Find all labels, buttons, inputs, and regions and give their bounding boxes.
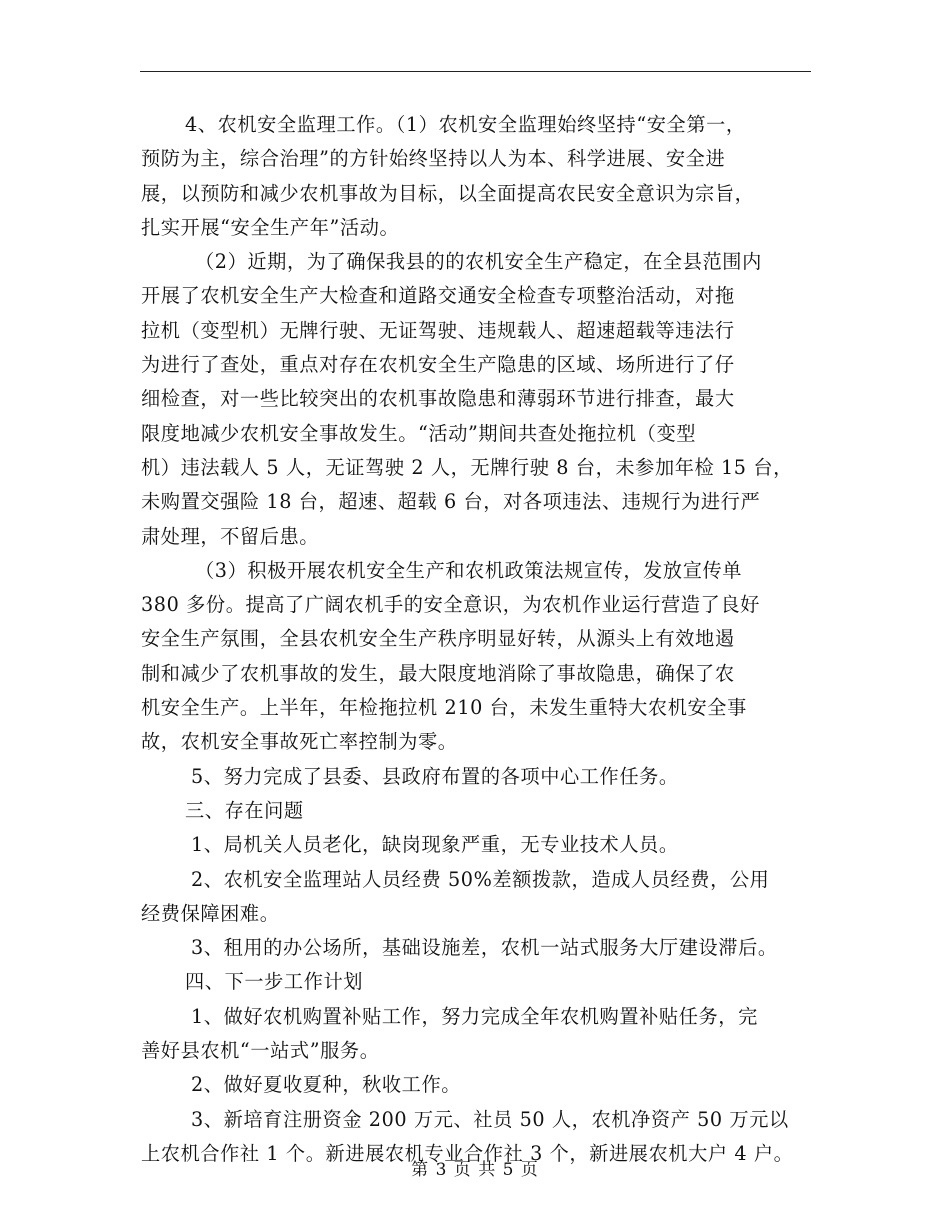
document-body [141,108,813,1171]
paragraph-line: （3）积极开展农机安全生产和农机政策法规宣传，发放宣传单 [195,558,743,582]
paragraph-line: 1、局机关人员老化，缺岗现象严重，无专业技术人员。 [191,833,679,857]
paragraph-line: 开展了农机安全生产大检查和道路交通安全检查专项整治活动，对拖 [141,284,735,308]
paragraph-line: 机安全生产。上半年，年检拖拉机 210 台，未发生重特大农机安全事 [141,696,747,720]
paragraph-line: 2、做好夏收夏种，秋收工作。 [191,1073,462,1097]
paragraph-line: 细检查，对一些比较突出的农机事故隐患和薄弱环节进行排查，最大 [141,387,735,411]
paragraph-line: 展，以预防和减少农机事故为目标，以全面提高农民安全意识为宗旨， [141,181,755,205]
paragraph-line: 未购置交强险 18 台，超速、超载 6 台，对各项违法、违规行为进行严 [141,490,761,514]
paragraph-line: 5、努力完成了县委、县政府布置的各项中心工作任务。 [191,764,679,788]
paragraph-line: （2）近期，为了确保我县的的农机安全生产稳定，在全县范围内 [195,250,762,274]
paragraph-line: 限度地减少农机安全事故发生。“活动”期间共查处拖拉机（变型 [141,421,697,445]
page-number: 第 3 页 共 5 页 [411,1160,539,1180]
paragraph-line: 1、做好农机购置补贴工作，努力完成全年农机购置补贴任务，完 [191,1004,758,1028]
paragraph-line: 扎实开展“安全生产年”活动。 [141,215,400,239]
paragraph-line: 安全生产氛围，全县农机安全生产秩序明显好转，从源头上有效地遏 [141,627,735,651]
paragraph-line: 故，农机安全事故死亡率控制为零。 [141,730,458,754]
paragraph-line: 拉机（变型机）无牌行驶、无证驾驶、违规载人、超速超载等违法行 [141,318,735,342]
paragraph-line: 上农机合作社 1 个。新进展农机专业合作社 3 个，新进展农机大户 4 户。 [141,1141,794,1165]
section-heading: 三、存在问题 [185,798,304,822]
paragraph-line: 380 多份。提高了广阔农机手的安全意识，为农机作业运行营造了良好 [141,593,760,617]
paragraph-line: 经费保障困难。 [141,901,280,925]
header-rule [140,71,811,72]
paragraph-line: 制和减少了农机事故的发生，最大限度地消除了事故隐患，确保了农 [141,661,735,685]
paragraph-line: 肃处理，不留后患。 [141,524,320,548]
paragraph-line: 4、农机安全监理工作。（1）农机安全监理始终坚持“安全第一， [185,113,746,136]
paragraph-line: 善好县农机“一站式”服务。 [141,1039,380,1063]
paragraph-line: 2、农机安全监理站人员经费 50%差额拨款，造成人员经费，公用 [191,867,770,891]
paragraph-line: 3、新培育注册资金 200 万元、社员 50 人，农机净资产 50 万元以 [191,1107,789,1131]
paragraph-line: 机）违法载人 5 人，无证驾驶 2 人，无牌行驶 8 台，未参加年检 15 台， [141,455,793,479]
paragraph-line: 预防为主，综合治理”的方针始终坚持以人为本、科学进展、安全进 [141,147,726,171]
paragraph-line: 为进行了查处，重点对存在农机安全生产隐患的区域、场所进行了仔 [141,353,735,377]
section-heading: 四、下一步工作计划 [185,970,364,994]
paragraph-line: 3、租用的办公场所，基础设施差，农机一站式服务大厅建设滞后。 [191,936,778,960]
